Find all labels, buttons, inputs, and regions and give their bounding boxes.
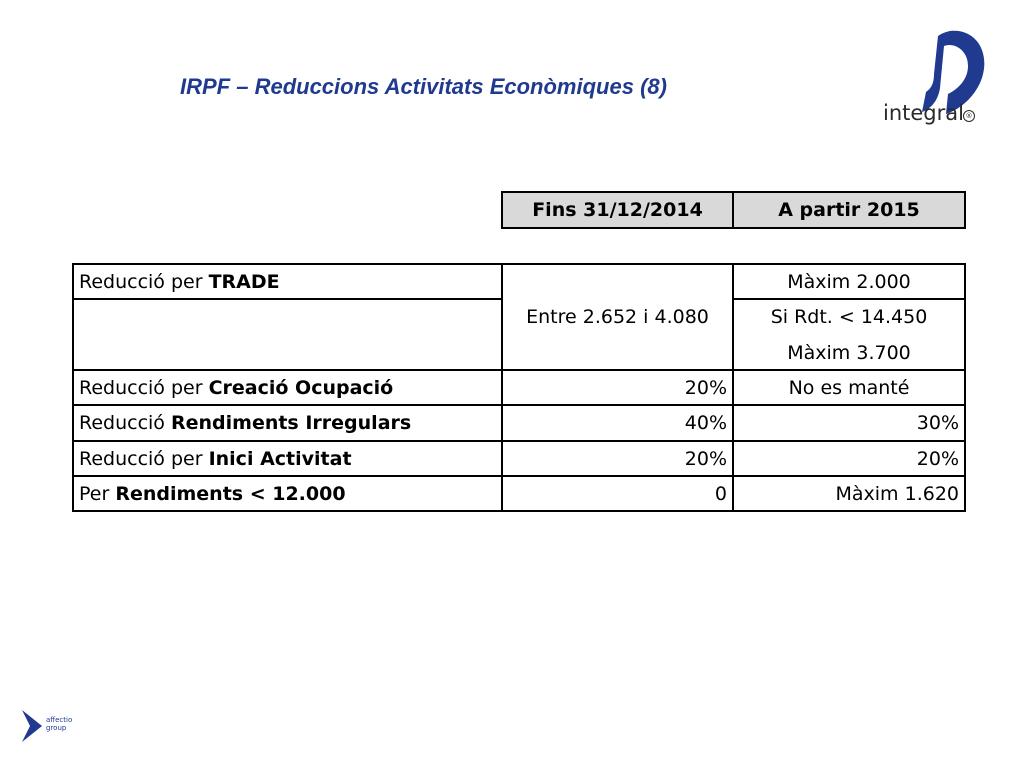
row-rendiments-col1: 0: [714, 482, 727, 505]
header-border-left: [501, 191, 503, 229]
table-col-divider-1: [501, 263, 503, 512]
row-trade-prefix: Reducció per: [79, 270, 209, 293]
row-rendiments-prefix: Per: [79, 482, 116, 505]
row-irregulars-col1: 40%: [684, 412, 727, 434]
row-trade-col2-line1: Màxim 2.000: [787, 270, 911, 293]
trade-label-underline: [72, 298, 503, 300]
row-irregulars-prefix: Reducció: [79, 412, 171, 434]
row-inici-label: [73, 441, 502, 476]
footer-logo-text: [46, 716, 72, 732]
footer-logo-line1: affectio: [46, 716, 73, 724]
row-creacio-col1: 20%: [684, 376, 727, 399]
page-title: IRPF – Reduccions Activitats Econòmiques (8): [180, 74, 667, 99]
table-border-top: [72, 263, 966, 265]
header-fins-2014: Fins 31/12/2014: [502, 192, 733, 228]
table-border-left: [72, 263, 74, 512]
row-trade-bold: TRADE: [208, 270, 280, 293]
row-irregulars-bold: Rendiments Irregulars: [170, 412, 412, 434]
table-line-476: [72, 475, 966, 477]
table-border-right: [964, 263, 966, 512]
row-inici-prefix: Reducció per: [79, 447, 209, 470]
table-line-441: [72, 440, 966, 442]
row-creacio-prefix: Reducció per: [79, 376, 209, 399]
row-trade-col1: Entre 2.652 i 4.080: [526, 306, 709, 328]
footer-logo-line2: group: [46, 724, 67, 732]
row-creacio-col2: No es manté: [788, 376, 910, 399]
row-irregulars-col2: 30%: [916, 412, 959, 434]
row-creacio-label: [73, 370, 502, 405]
row-trade-label: [73, 264, 502, 299]
table-line-370: [72, 369, 966, 371]
header-border-right: [964, 191, 966, 229]
row-trade-col2-line2: Si Rdt. < 14.450: [770, 306, 928, 328]
row-inici-col1: 20%: [684, 447, 727, 470]
row-rendiments-col2: Màxim 1.620: [835, 482, 959, 505]
table-border-bottom: [72, 510, 966, 512]
table-line-405: [72, 404, 966, 406]
logo-text: integral: [883, 101, 964, 125]
row-inici-col2: 20%: [916, 447, 959, 470]
table-col-divider-2: [732, 263, 734, 512]
header-a-partir-2015: A partir 2015: [733, 192, 965, 228]
row-creacio-bold: Creació Ocupació: [208, 376, 394, 399]
row-trade-col2-line3: Màxim 3.700: [787, 341, 911, 364]
row-irregulars-label: [73, 405, 502, 441]
row-rendiments-bold: Rendiments < 12.000: [115, 482, 346, 505]
row-inici-bold: Inici Activitat: [208, 447, 352, 470]
registered-mark: ®: [963, 110, 975, 122]
row-rendiments-label: [73, 476, 502, 511]
trade-col2-line: [732, 298, 966, 300]
header-border-mid: [732, 191, 734, 229]
